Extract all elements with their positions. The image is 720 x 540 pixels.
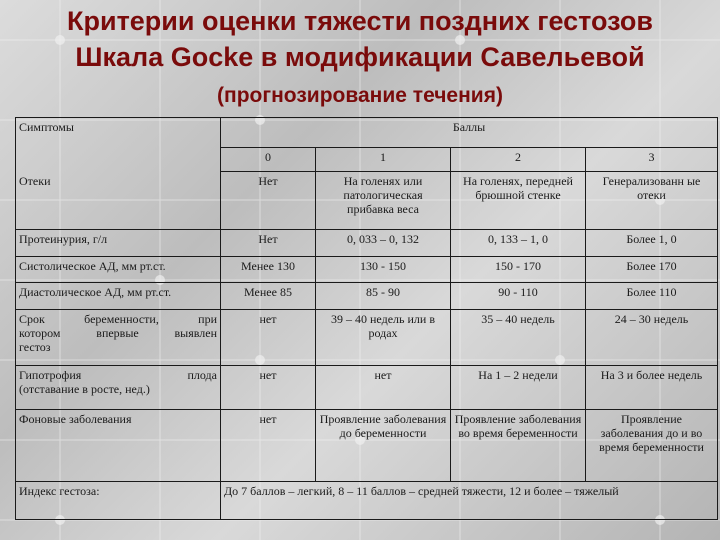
row-label-line: Срок беременности, при [19, 312, 217, 326]
row-label-line: котором впервые выявлен [19, 326, 217, 340]
table-cell: нет [221, 310, 316, 366]
table-cell: нет [316, 366, 451, 410]
table-cell: Нет [221, 230, 316, 257]
table-cell: Нет [221, 172, 316, 230]
table-cell: 130 - 150 [316, 257, 451, 283]
header-points: Баллы [221, 118, 718, 148]
table-cell: На 1 – 2 недели [451, 366, 586, 410]
table-cell: 39 – 40 недель или в родах [316, 310, 451, 366]
table-cell: Менее 85 [221, 283, 316, 310]
table-row [16, 310, 718, 366]
row-label: Диастолическое АД, мм рт.ст. [16, 283, 221, 310]
row-label-line: (отставание в росте, нед.) [19, 382, 150, 396]
table-cell: Менее 130 [221, 257, 316, 283]
table-cell: нет [221, 366, 316, 410]
header-score-1: 1 [316, 148, 451, 172]
table-row [16, 482, 718, 520]
table-cell: 85 - 90 [316, 283, 451, 310]
table-cell: Более 170 [586, 257, 718, 283]
table-row [16, 366, 718, 410]
table-cell: Более 1, 0 [586, 230, 718, 257]
index-text: До 7 баллов – легкий, 8 – 11 баллов – средней тяжести, 12 и более – тяжелый [221, 482, 718, 520]
table-cell: На голенях, передней брюшной стенке [451, 172, 586, 230]
row-label [16, 310, 221, 366]
table-cell: 0, 033 – 0, 132 [316, 230, 451, 257]
subtitle: (прогнозирование течения) [217, 84, 503, 107]
table-row [16, 283, 718, 310]
header-score-3: 3 [586, 148, 718, 172]
title-line-1: Критерии оценки тяжести поздних гестозов [67, 6, 653, 36]
row-label: Протеинурия, г/л [16, 230, 221, 257]
table-cell: нет [221, 410, 316, 482]
row-label: Систолическое АД, мм рт.ст. [16, 257, 221, 283]
table-cell: Более 110 [586, 283, 718, 310]
row-label: Фоновые заболевания [16, 410, 221, 482]
table-cell: Генерализованн ые отеки [586, 172, 718, 230]
criteria-table [15, 117, 718, 520]
title-line-2: Шкала Gocke в модификации Савельевой [75, 42, 645, 72]
row-label: Отеки [16, 172, 221, 230]
header-score-0: 0 [221, 148, 316, 172]
table-row [16, 257, 718, 283]
row-label [16, 366, 221, 410]
table-row [16, 230, 718, 257]
table-cell: 0, 133 – 1, 0 [451, 230, 586, 257]
table-row [16, 410, 718, 482]
table-cell: На голенях или патологическая прибавка веса [316, 172, 451, 230]
table-cell: Проявление заболевания до беременности [316, 410, 451, 482]
index-label: Индекс гестоза: [16, 482, 221, 520]
table-cell: Проявление заболевания во время беременности [451, 410, 586, 482]
table-cell: 35 – 40 недель [451, 310, 586, 366]
table-cell: 150 - 170 [451, 257, 586, 283]
header-symptoms: Симптомы [16, 118, 221, 172]
header-score-2: 2 [451, 148, 586, 172]
table-cell: На 3 и более недель [586, 366, 718, 410]
table-row [16, 172, 718, 230]
table-cell: Проявление заболевания до и во время беременности [586, 410, 718, 482]
row-label-line: Гипотрофия плода [19, 368, 217, 382]
table-cell: 90 - 110 [451, 283, 586, 310]
table-cell: 24 – 30 недель [586, 310, 718, 366]
row-label-line: гестоз [19, 340, 51, 354]
